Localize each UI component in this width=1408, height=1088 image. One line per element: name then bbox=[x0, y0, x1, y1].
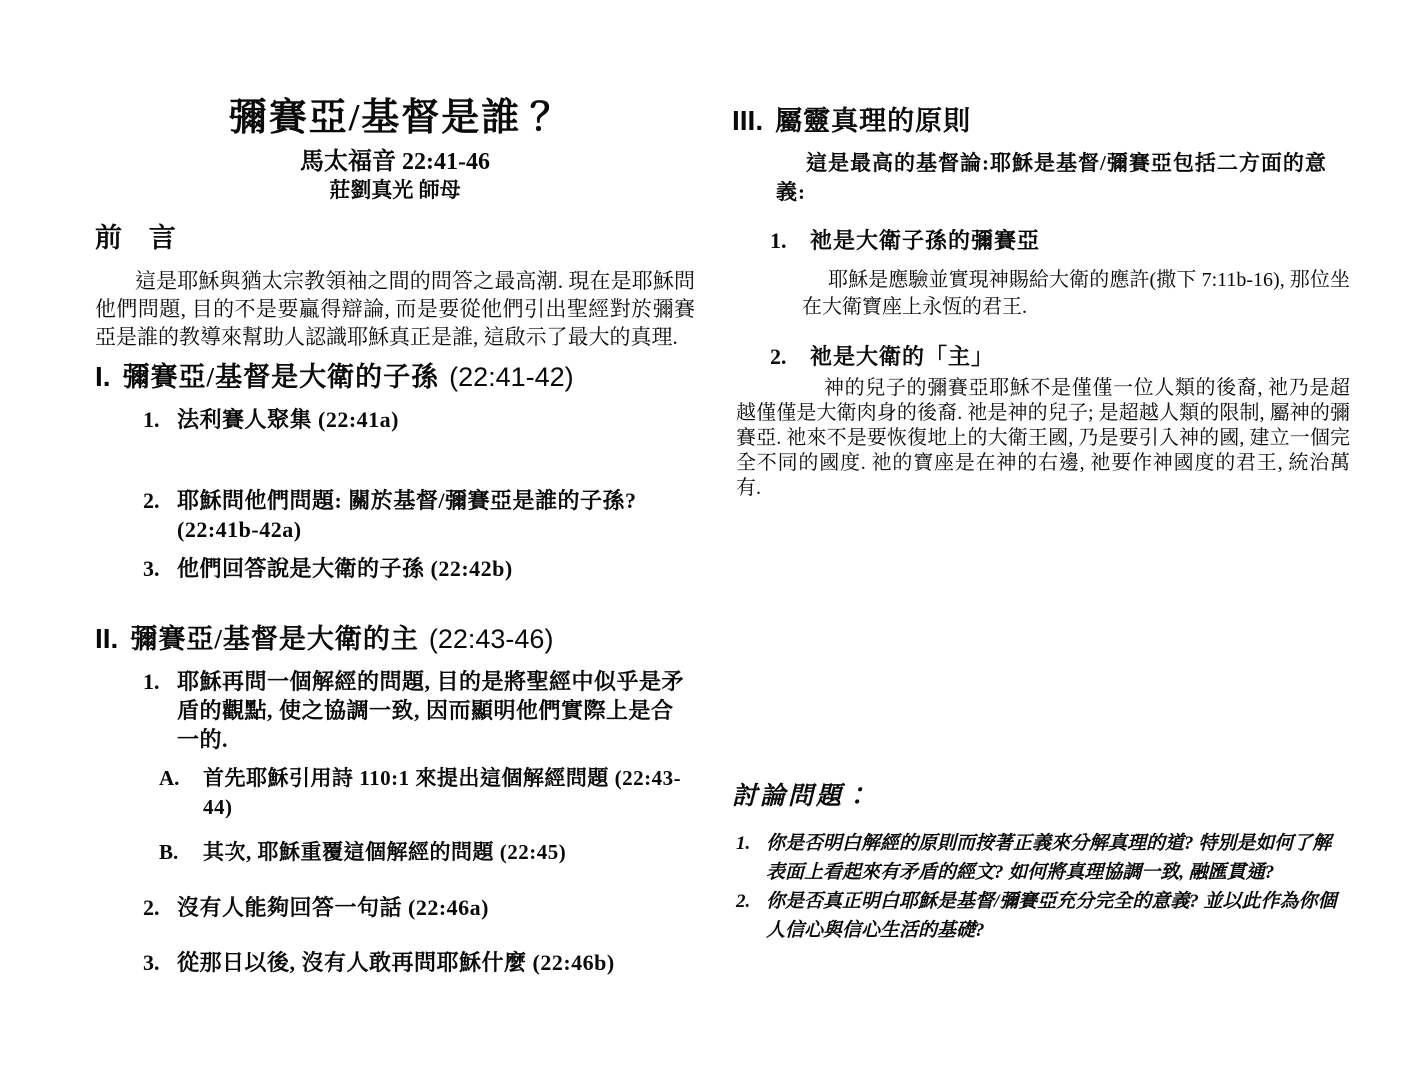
outline-sub-item bbox=[159, 838, 695, 867]
outline-item bbox=[143, 405, 695, 434]
item-label: 1. bbox=[143, 669, 160, 694]
section-2-title: 彌賽亞/基督是大衛的主 bbox=[130, 624, 419, 654]
item-label: 3. bbox=[143, 950, 160, 975]
discussion-question bbox=[732, 887, 1350, 945]
point-body: 耶穌是應驗並實現神賜給大衛的應許(撒下 7:11b-16), 那位坐在大衛寶座上永恆的君王. bbox=[802, 269, 1350, 318]
preface-heading: 前 言 bbox=[95, 223, 186, 253]
right-column bbox=[732, 95, 1350, 945]
document-title: 彌賽亞/基督是誰？ bbox=[228, 97, 562, 139]
item-label: 3. bbox=[143, 556, 160, 581]
point-item bbox=[732, 227, 1350, 255]
section-heading-2 bbox=[95, 621, 695, 657]
author-line: 莊劉真光 師母 bbox=[329, 178, 461, 202]
item-text: 沒有人能夠回答一句話 (22:46a) bbox=[177, 895, 489, 920]
outline-item bbox=[143, 893, 695, 922]
item-text: 法利賽人聚集 (22:41a) bbox=[177, 407, 399, 432]
item-label: B. bbox=[159, 840, 179, 864]
section-2-numeral: II. bbox=[95, 623, 119, 654]
question-text: 你是否真正明白耶穌是基督/彌賽亞充分完全的意義? 並以此作為你個人信心與信心生活的基礎? bbox=[766, 891, 1337, 941]
section-heading-3 bbox=[732, 103, 1350, 139]
outline-item bbox=[143, 486, 695, 544]
item-label: A. bbox=[159, 766, 180, 790]
left-column bbox=[95, 95, 695, 977]
question-text: 你是否明白解經的原則而按著正義來分解真理的道? 特別是如何了解表面上看起來有矛盾的經文? 如何將真理協調一致, 融匯貫通? bbox=[766, 833, 1332, 883]
section-3-title: 屬靈真理的原則 bbox=[775, 106, 972, 136]
section-2-ref: (22:43-46) bbox=[428, 624, 554, 654]
title-block bbox=[95, 95, 695, 203]
outline-item bbox=[143, 948, 695, 977]
item-label: 2. bbox=[143, 488, 160, 513]
point-heading: 祂是大衛子孫的彌賽亞 bbox=[810, 228, 1041, 253]
discussion-questions bbox=[732, 829, 1350, 945]
outline-sub-item bbox=[159, 764, 695, 822]
preface-paragraph: 這是耶穌與猶太宗教領袖之間的問答之最高潮. 現在是耶穌問他們問題, 目的不是要贏得辯論, 而是要從他們引出聖經對於彌賽亞是誰的教導來幫助人認識耶穌真正是誰, 這啟示了最大的真理. bbox=[95, 269, 695, 349]
section-1-ref: (22:41-42) bbox=[449, 362, 574, 392]
section-heading-1 bbox=[95, 359, 695, 395]
item-text: 首先耶穌引用詩 110:1 來提出這個解經問題 (22:43-44) bbox=[203, 766, 682, 819]
item-label: 2. bbox=[143, 895, 160, 920]
discussion-question bbox=[732, 829, 1350, 887]
section-1-title: 彌賽亞/基督是大衛的子孫 bbox=[122, 362, 440, 392]
section-3-intro: 這是最高的基督論:耶穌是基督/彌賽亞包括二方面的意義: bbox=[776, 151, 1327, 204]
question-label: 1. bbox=[736, 833, 751, 854]
item-text: 從那日以後, 沒有人敢再問耶穌什麼 (22:46b) bbox=[177, 950, 615, 975]
item-label: 1. bbox=[143, 407, 160, 432]
question-label: 2. bbox=[736, 891, 751, 912]
outline-item bbox=[143, 554, 695, 583]
section-1-numeral: I. bbox=[95, 361, 111, 392]
discussion-heading: 討論問題： bbox=[732, 783, 873, 810]
outline-item bbox=[143, 667, 695, 754]
section-3-numeral: III. bbox=[732, 105, 764, 136]
item-text: 耶穌問他們問題: 關於基督/彌賽亞是誰的子孫? (22:41b-42a) bbox=[177, 488, 637, 542]
point-label: 1. bbox=[770, 228, 787, 253]
item-text: 耶穌再問一個解經的問題, 目的是將聖經中似乎是矛盾的觀點, 使之協調一致, 因而顯明他們實際上是合一的. bbox=[177, 669, 685, 752]
point-label: 2. bbox=[770, 344, 787, 369]
point-item bbox=[732, 343, 1350, 371]
scripture-reference: 馬太福音 22:41-46 bbox=[300, 149, 490, 175]
item-text: 他們回答說是大衛的子孫 (22:42b) bbox=[177, 556, 513, 581]
point-body: 神的兒子的彌賽亞耶穌不是僅僅一位人類的後裔, 祂乃是超越僅僅是大衛肉身的後裔. 祂是神的兒子; 是超越人類的限制, 屬神的彌賽亞. 祂來不是要恢復地上的大衛王國, 乃是要引入神的國, 建立一個完全不同的國度. 祂的寶座是在神的右邊, 祂要作神國度的君王, 統治萬有. bbox=[736, 377, 1350, 499]
item-text: 其次, 耶穌重覆這個解經的問題 (22:45) bbox=[203, 840, 567, 864]
point-heading: 祂是大衛的「主」 bbox=[810, 344, 995, 369]
